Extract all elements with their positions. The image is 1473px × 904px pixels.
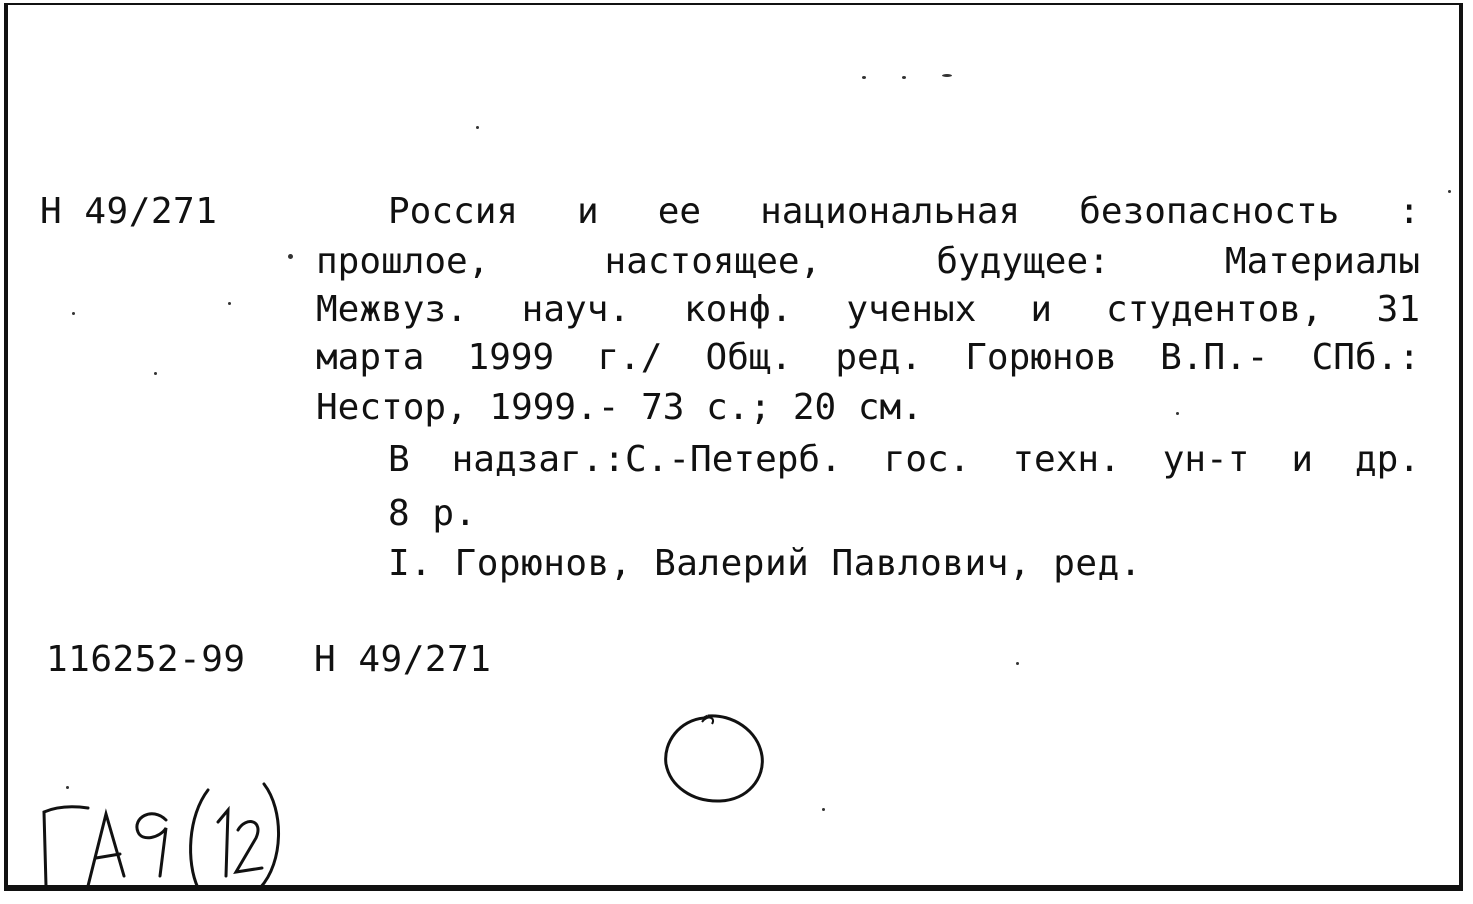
description-line-1: Россия и ее национальная безопасность : [388,191,1420,232]
punch-hole-icon [662,712,766,804]
description-line-5: Нестор, 1999.- 73 с.; 20 см. [316,387,923,428]
call-number-bottom: Н 49/271 [314,639,492,680]
speck [72,312,75,315]
description-line-4: марта 1999 г./ Общ. ред. Горюнов В.П.- СПб.: [316,337,1420,378]
description-line-2: прошлое, настоящее, будущее: Материалы [316,241,1420,282]
handwritten-mark [32,776,292,892]
speck [902,76,906,79]
speck [942,74,952,77]
speck [1016,662,1019,665]
added-entry: I. Горюнов, Валерий Павлович, ред. [388,543,1142,584]
note-line: В надзаг.:С.-Петерб. гос. техн. ун-т и др. [388,439,1420,480]
speck [862,76,866,79]
speck [822,808,825,811]
speck [476,126,479,129]
speck [288,254,293,259]
speck [1448,190,1451,193]
call-number-top: Н 49/271 [40,191,218,232]
speck [228,302,231,305]
speck [154,372,157,375]
inventory-number: 116252-99 [46,639,246,680]
description-line-3: Межвуз. науч. конф. ученых и студентов, 31 [316,289,1420,330]
price: 8 р. [388,493,477,534]
